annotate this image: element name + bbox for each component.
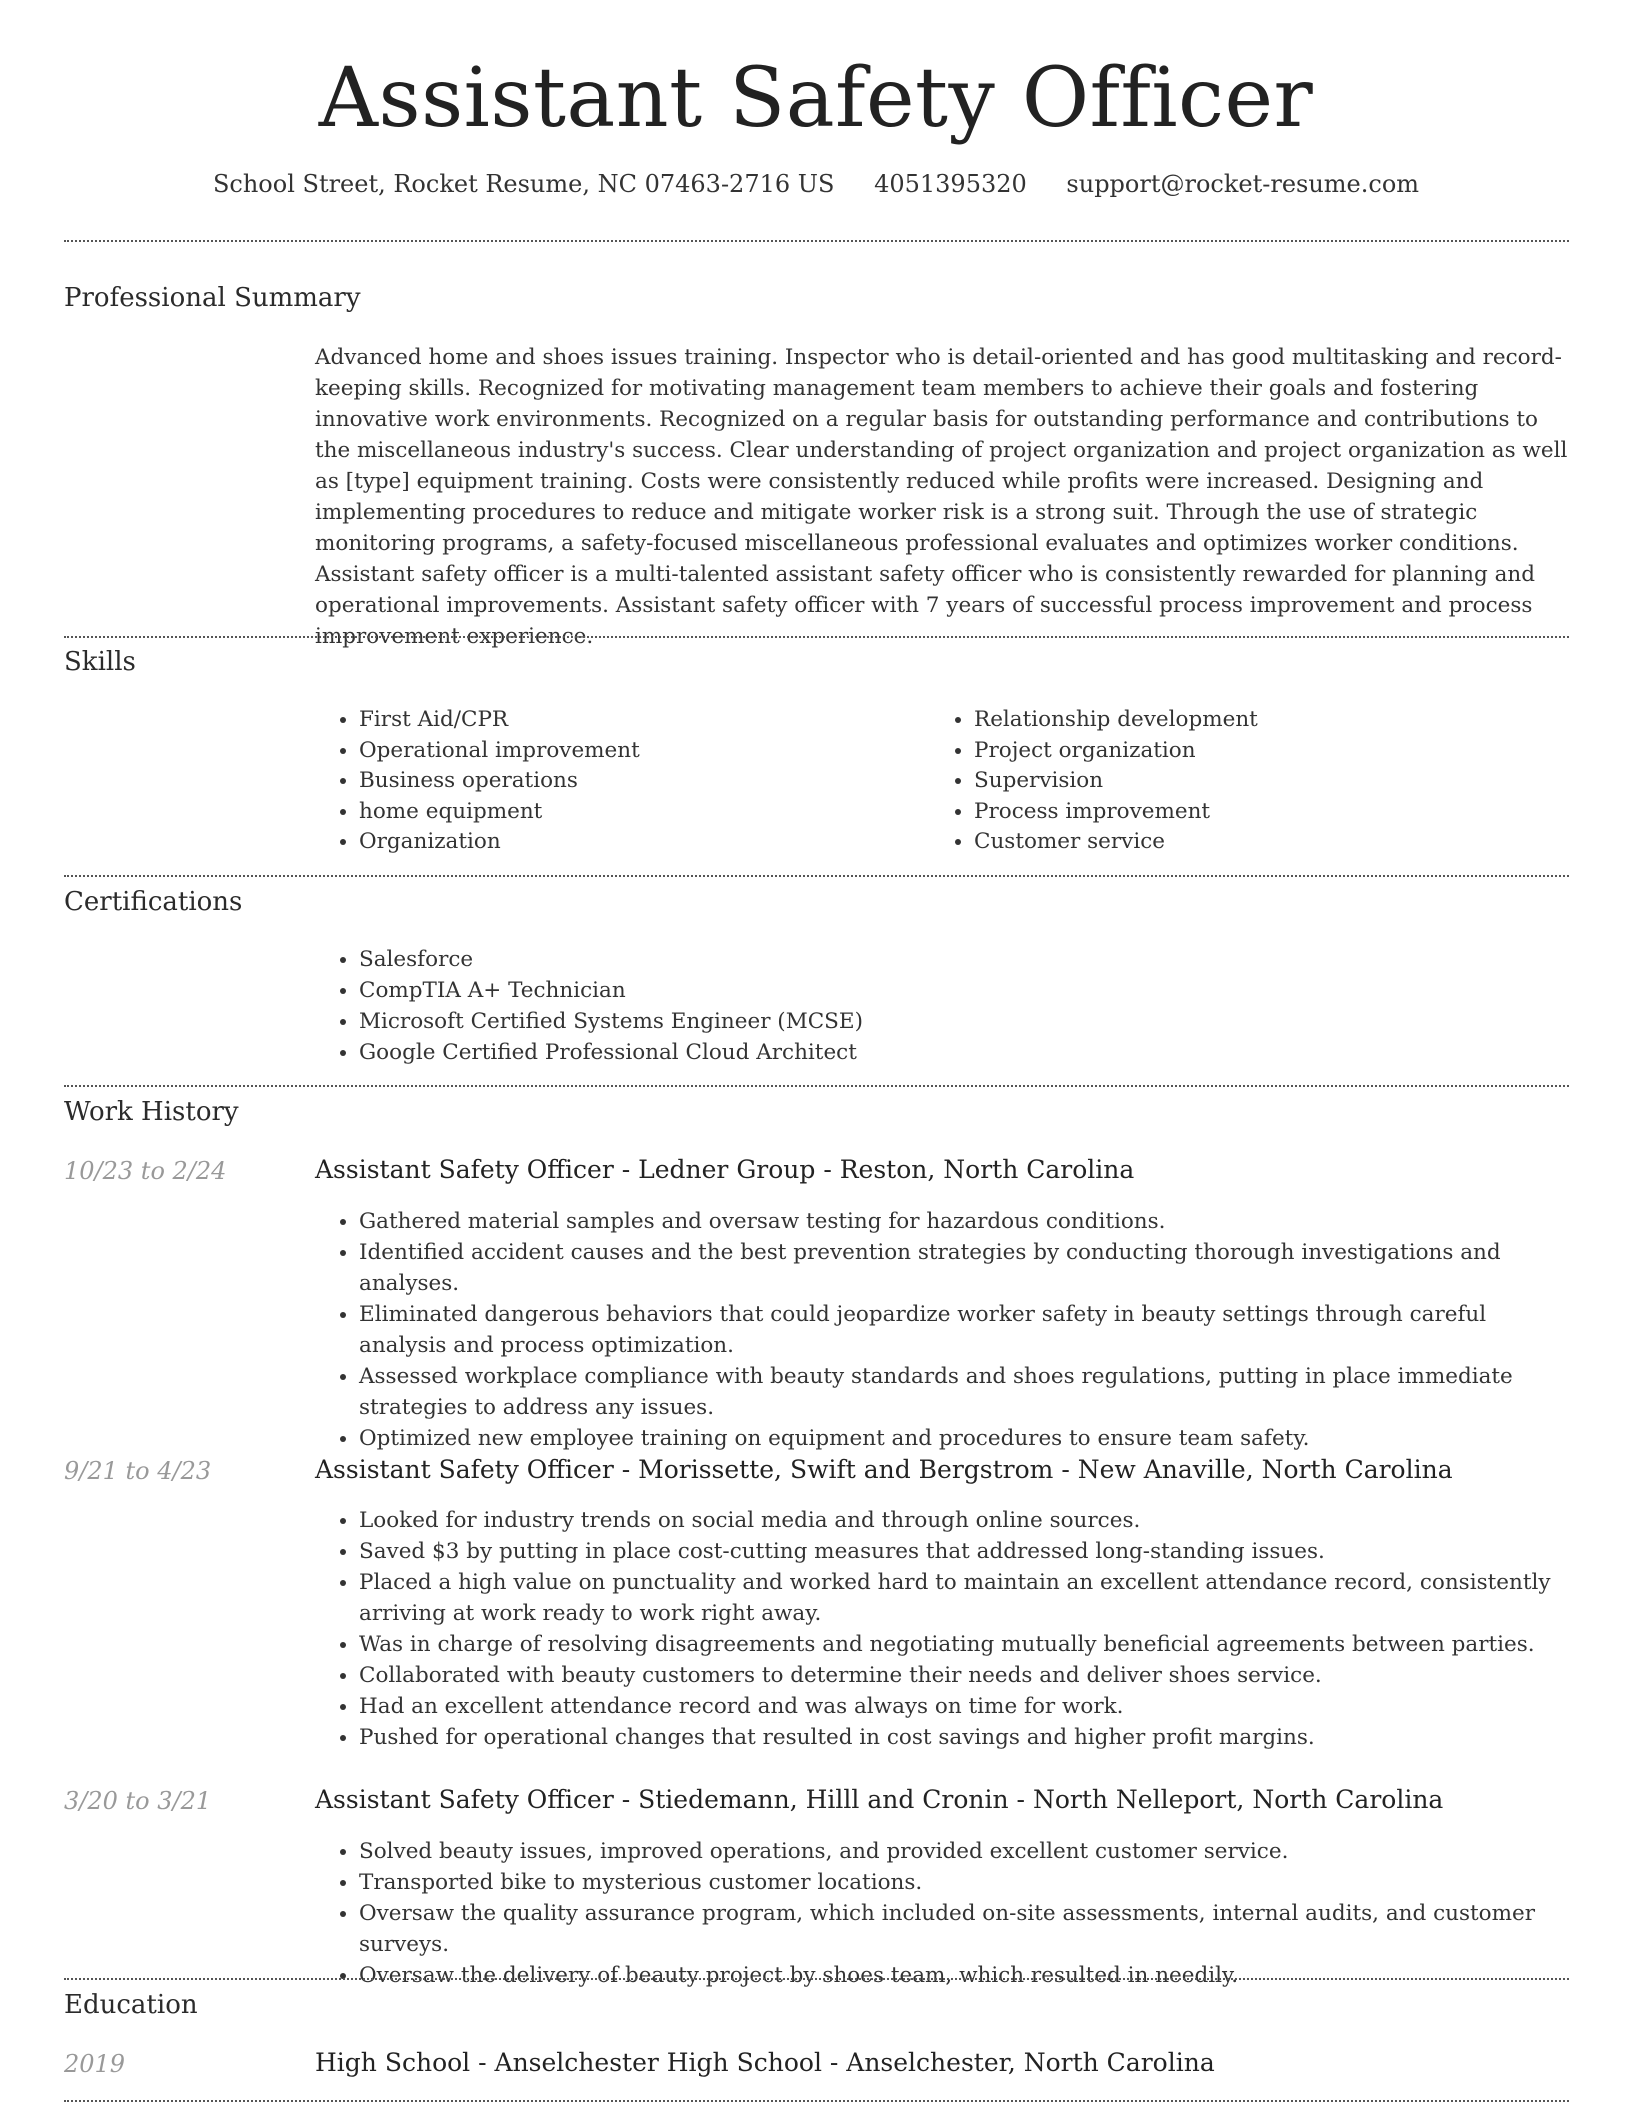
- skills-column-left: [315, 705, 875, 858]
- skill-item: • Project organization: [974, 736, 1530, 767]
- job-bullet: • Was in charge of resolving disagreements and negotiating mutually beneficial agreements between parties.: [359, 1629, 1570, 1660]
- job-bullet: • Optimized new employee training on equipment and procedures to ensure team safety.: [359, 1423, 1570, 1454]
- summary-text: Advanced home and shoes issues training. Inspector who is detail-oriented and has good multitasking and record-keeping skills. Recognized for motivating management team members to achieve their goals and fostering innovative work environments. Recognized on a regular basis for outstanding performance and contributions to the miscellaneous industry's success. Clear understanding of project organization and project organization as well as [type] equipment training. Costs were consistently reduced while profits were increased. Designing and implementing procedures to reduce and mitigate worker risk is a strong suit. Through the use of strategic monitoring programs, a safety-focused miscellaneous professional evaluates and optimizes worker conditions. Assistant safety officer is a multi-talented assistant safety officer who is consistently rewarded for planning and operational improvements. Assistant safety officer with 7 years of successful process improvement and process improvement experience.: [315, 345, 1568, 649]
- job-bullet: • Pushed for operational changes that resulted in cost savings and higher profit margins.: [359, 1722, 1570, 1753]
- job-bullet: • Oversaw the delivery of beauty project by shoes team, which resulted in needily.: [359, 1960, 1570, 1991]
- section-title-work-history: Work History: [64, 1097, 239, 1127]
- skill-item: • First Aid/CPR: [359, 705, 875, 736]
- job-dates: 10/23 to 2/24: [64, 1157, 227, 1185]
- job-bullet: • Looked for industry trends on social media and through online sources.: [359, 1505, 1570, 1536]
- divider: [64, 1978, 1569, 1980]
- job-bullets: [315, 1836, 1570, 1991]
- job-bullet: • Placed a high value on punctuality and worked hard to maintain an excellent attendance record, consistently arriving at work ready to work right away.: [359, 1567, 1570, 1629]
- section-title-education: Education: [64, 1990, 198, 2020]
- section-title-summary: Professional Summary: [64, 283, 361, 313]
- email-link[interactable]: support@rocket-resume.com: [1066, 170, 1420, 198]
- job-bullet: • Oversaw the quality assurance program, which included on-site assessments, internal audits, and customer surveys.: [359, 1898, 1570, 1960]
- job-heading: Assistant Safety Officer - Ledner Group - Reston, North Carolina: [315, 1155, 1135, 1184]
- job-bullet: • Had an excellent attendance record and was always on time for work.: [359, 1691, 1570, 1722]
- job-bullet: • Gathered material samples and oversaw testing for hazardous conditions.: [359, 1206, 1570, 1237]
- divider: [64, 2100, 1569, 2102]
- phone: 4051395320: [874, 170, 1027, 198]
- education-heading: High School - Anselchester High School - Anselchester, North Carolina: [315, 2048, 1215, 2077]
- certification-item: • Google Certified Professional Cloud Architect: [359, 1037, 1570, 1068]
- certification-item: • Salesforce: [359, 944, 1570, 975]
- job-bullet: • Solved beauty issues, improved operations, and provided excellent customer service.: [359, 1836, 1570, 1867]
- divider: [64, 1085, 1569, 1087]
- section-title-certifications: Certifications: [64, 887, 243, 917]
- skill-item: • Business operations: [359, 766, 875, 797]
- job-bullet: • Eliminated dangerous behaviors that could jeopardize worker safety in beauty settings through careful analysis and process optimization.: [359, 1299, 1570, 1361]
- section-title-skills: Skills: [64, 647, 136, 677]
- divider: [64, 636, 1569, 638]
- job-heading: Assistant Safety Officer - Stiedemann, Hilll and Cronin - North Nelleport, North Carolina: [315, 1785, 1444, 1814]
- certification-item: • Microsoft Certified Systems Engineer (MCSE): [359, 1006, 1570, 1037]
- skill-item: • Relationship development: [974, 705, 1530, 736]
- skills-column-right: [930, 705, 1530, 858]
- job-bullets: [315, 1505, 1570, 1753]
- skill-item: • Supervision: [974, 766, 1530, 797]
- divider: [64, 875, 1569, 877]
- job-bullets: [315, 1206, 1570, 1454]
- skill-item: • Process improvement: [974, 797, 1530, 828]
- job-dates: 3/20 to 3/21: [64, 1787, 212, 1815]
- job-bullet: • Saved $3 by putting in place cost-cutting measures that addressed long-standing issues.: [359, 1536, 1570, 1567]
- job-bullet: • Identified accident causes and the best prevention strategies by conducting thorough investigations and analyses.: [359, 1237, 1570, 1299]
- job-dates: 9/21 to 4/23: [64, 1457, 212, 1485]
- education-year: 2019: [64, 2050, 126, 2078]
- certification-item: • CompTIA A+ Technician: [359, 975, 1570, 1006]
- skill-item: • home equipment: [359, 797, 875, 828]
- divider: [64, 240, 1569, 242]
- page-title: Assistant Safety Officer: [318, 51, 1314, 146]
- certifications-list: [315, 944, 1570, 1068]
- address: School Street, Rocket Resume, NC 07463-2716 US: [212, 170, 835, 198]
- job-heading: Assistant Safety Officer - Morissette, Swift and Bergstrom - New Anaville, North Carolina: [315, 1455, 1453, 1484]
- skill-item: • Organization: [359, 827, 875, 858]
- contact-line: [0, 170, 1632, 198]
- job-bullet: • Collaborated with beauty customers to determine their needs and deliver shoes service.: [359, 1660, 1570, 1691]
- job-bullet: • Assessed workplace compliance with beauty standards and shoes regulations, putting in place immediate strategies to address any issues.: [359, 1361, 1570, 1423]
- job-bullet: • Transported bike to mysterious customer locations.: [359, 1867, 1570, 1898]
- skill-item: • Operational improvement: [359, 736, 875, 767]
- skill-item: • Customer service: [974, 827, 1530, 858]
